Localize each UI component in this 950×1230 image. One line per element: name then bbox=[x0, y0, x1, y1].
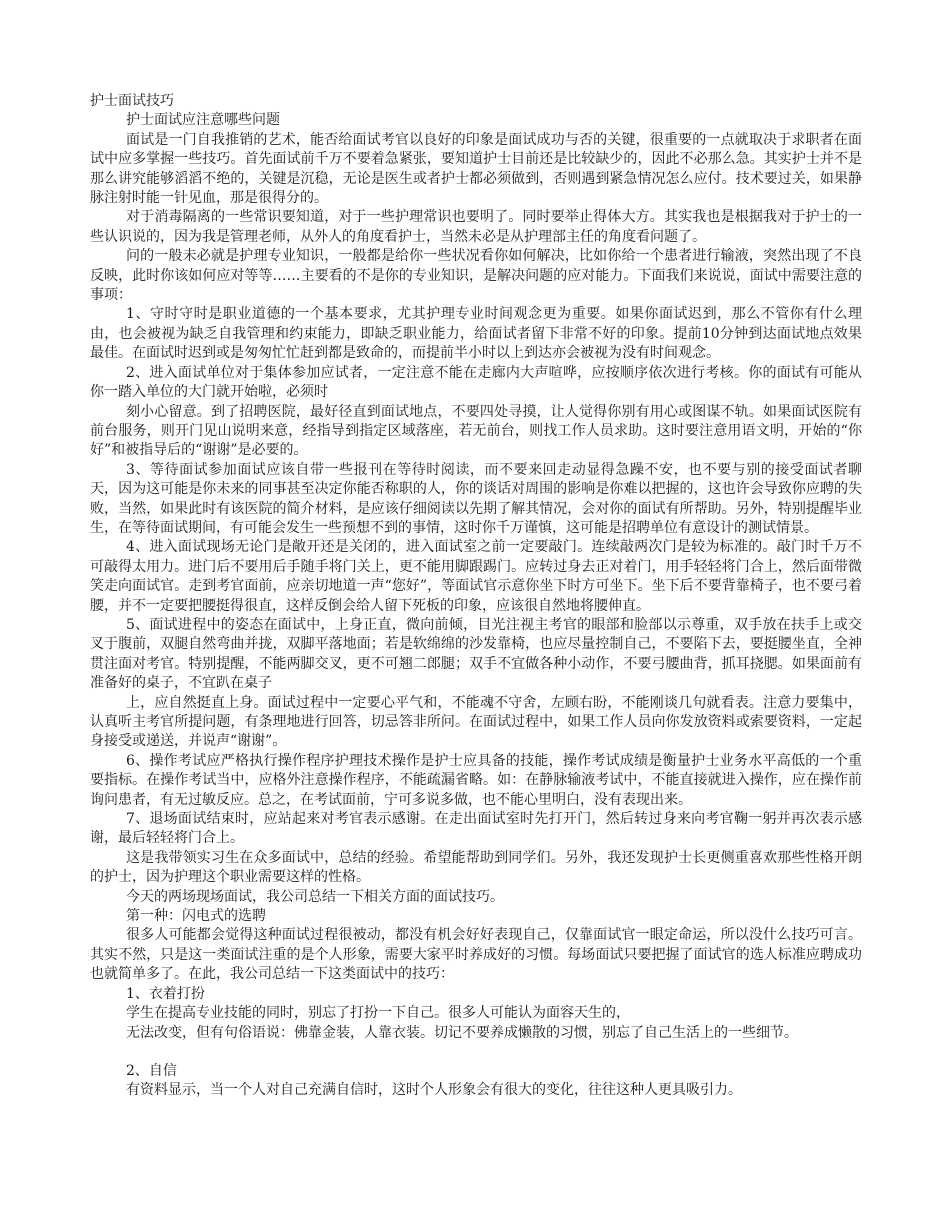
paragraph-type-one: 很多人可能都会觉得这种面试过程很被动，都没有机会好好表现自己，仅靠面试官一眼定命运，所以没什么技巧可言。其实不然，只是这一类面试注重的是个人形象，需要大家平时养成好的习惯。每场面试只要把握了面试官的选人标准应聘成功也就简单多了。在此，我公司总结一下这类面试中的技巧： bbox=[90, 927, 862, 983]
paragraph-item-1: 1、守时守时是职业道德的一个基本要求，尤其护理专业时间观念更为重要。如果你面试迟到，那么不管你有什么理由，也会被视为缺乏自我管理和约束能力，即缺乏职业能力，给面试者留下非常不好的印象。提前10分钟到达面试地点效果最佳。在面试时迟到或是匆匆忙忙赶到都是致命的，而提前半小时以上到达亦会被视为没有时间观念。 bbox=[90, 306, 862, 362]
paragraph-item-6: 6、操作考试应严格执行操作程序护理技术操作是护士应具备的技能，操作考试成绩是衡量护士业务水平高低的一个重要指标。在操作考试当中，应格外注意操作程序，不能疏漏省略。如：在静脉输液考试中，不能直接就进入操作，应在操作前询问患者，有无过敏反应。总之，在考试面前，宁可多说多做，也不能心里明白，没有表现出来。 bbox=[90, 752, 862, 808]
document-subtitle: 护士面试应注意哪些问题 bbox=[126, 112, 280, 129]
heading-type-one: 第一种：闪电式的选聘 bbox=[126, 908, 266, 925]
paragraph-questions: 问的一般未必就是护理专业知识，一般都是给你一些状况看你如何解决，比如你给一个患者进行输液，突然出现了不良反映，此时你该如何应对等等……主要看的不是你的专业知识，是解决问题的应对能力。下面我们来说说，面试中需要注意的事项： bbox=[90, 248, 862, 304]
paragraph-item-2-cont: 刻小心留意。到了招聘医院，最好径直到面试地点，不要四处寻摸，让人觉得你别有用心或图谋不轨。如果面试医院有前台服务，则开门见山说明来意，经指导到指定区域落座，若无前台，则找工作人员求助。这时要注意用语文明，开始的“你好”和被指导后的“谢谢”是必要的。 bbox=[90, 403, 862, 459]
paragraph-intro: 面试是一门自我推销的艺术，能否给面试考官以良好的印象是面试成功与否的关键，很重要的一点就取决于求职者在面试中应多掌握一些技巧。首先面试前千万不要着急紧张，要知道护士目前还是比较缺少的，因此不必那么急。其实护士并不是那么讲究能够滔滔不绝的，关键是沉稳，无论是医生或者护士都必须做到，否则遇到紧急情况怎么应付。技术要过关，如果静脉注射时能一针见血，那是很得分的。 bbox=[90, 131, 862, 207]
section-heading-attire: 1、衣着打扮 bbox=[126, 985, 205, 1002]
paragraph-disinfection: 对于消毒隔离的一些常识要知道，对于一些护理常识也要明了。同时要举止得体大方。其实我也是根据我对于护士的一些认识说的，因为我是管理老师，从外人的角度看护士，当然未必是从护理部主任的角度看问题了。 bbox=[90, 209, 862, 245]
section-attire-line-2: 无法改变，但有句俗语说：佛靠金装，人靠衣装。切记不要养成懒散的习惯，别忘了自己生活上的一些细节。 bbox=[126, 1024, 798, 1041]
section-heading-confidence: 2、自信 bbox=[126, 1062, 177, 1079]
paragraph-item-2: 2、进入面试单位对于集体参加应试者，一定注意不能在走廊内大声喧哗，应按顺序依次进行考核。你的面试有可能从你一踏入单位的大门就开始啦，必须时 bbox=[90, 364, 862, 401]
paragraph-item-5-cont: 上，应自然挺直上身。面试过程中一定要心平气和，不能魂不守舍，左顾右盼，不能刚谈几句就看表。注意力要集中，认真听主考官所提问题，有条理地进行回答，切忌答非所问。在面试过程中，如果工作人员向你发放资料或索要资料，一定起身接受或递送，并说声“谢谢”。 bbox=[90, 694, 862, 750]
paragraph-summary: 这是我带领实习生在众多面试中，总结的经验。希望能帮助到同学们。另外，我还发现护士长更侧重喜欢那些性格开朗的护士，因为护理这个职业需要这样的性格。 bbox=[90, 849, 862, 886]
spacer bbox=[90, 1043, 862, 1062]
section-confidence-text: 有资料显示，当一个人对自己充满自信时，这时个人形象会有很大的变化，往往这种人更具吸引力。 bbox=[126, 1082, 742, 1099]
paragraph-item-4: 4、进入面试现场无论门是敞开还是关闭的，进入面试室之前一定要敲门。连续敲两次门是较为标准的。敲门时千万不可敲得太用力。进门后不要用后手随手将门关上，更不能用脚跟踢门。应转过身去正对着门，用手轻轻将门合上，然后面带微笑走向面试官。走到考官面前，应亲切地道一声“您好”，等面试官示意你坐下时方可坐下。坐下后不要背靠椅子，也不要弓着腰，并不一定要把腰挺得很直，这样反倒会给人留下死板的印象，应该很自然地将腰伸直。 bbox=[90, 539, 862, 614]
paragraph-item-7: 7、退场面试结束时，应站起来对考官表示感谢。在走出面试室时先打开门，然后转过身来向考官鞠一躬并再次表示感谢，最后轻轻将门合上。 bbox=[90, 811, 862, 847]
paragraph-item-5: 5、面试进程中的姿态在面试中，上身正直，微向前倾，目光注视主考官的眼部和脸部以示尊重，双手放在扶手上或交叉于腹前，双腿自然弯曲并拢，双脚平落地面；若是软绵绵的沙发靠椅，也应尽量控制自己，不要陷下去，要挺腰坐直，全神贯注面对考官。特别提醒，不能两脚交叉，更不可翘二郎腿；双手不宜做各种小动作，不要弓腰曲背，抓耳挠腮。如果面前有准备好的桌子，不宜趴在桌子 bbox=[90, 616, 862, 692]
section-attire-line-1: 学生在提高专业技能的同时，别忘了打扮一下自己。很多人可能认为面容天生的， bbox=[126, 1005, 630, 1022]
document-title: 护士面试技巧 bbox=[90, 93, 174, 109]
paragraph-today: 今天的两场现场面试，我公司总结一下相关方面的面试技巧。 bbox=[126, 888, 504, 905]
paragraph-item-3: 3、等待面试参加面试应该自带一些报刊在等待时阅读，而不要来回走动显得急躁不安，也不要与别的接受面试者聊天，因为这可能是你未来的同事甚至决定你能否称职的人，你的谈话对周围的影响是你难以把握的，这也许会导致你应聘的失败，当然，如果此时有该医院的简介材料，是应该仔细阅读以先期了解其情况，会对你的面试有所帮助。另外，特别提醒毕业生，在等待面试期间，有可能会发生一些预想不到的事情，这时你千万谨慎，这可能是招聘单位有意设计的测试情景。 bbox=[90, 461, 862, 536]
